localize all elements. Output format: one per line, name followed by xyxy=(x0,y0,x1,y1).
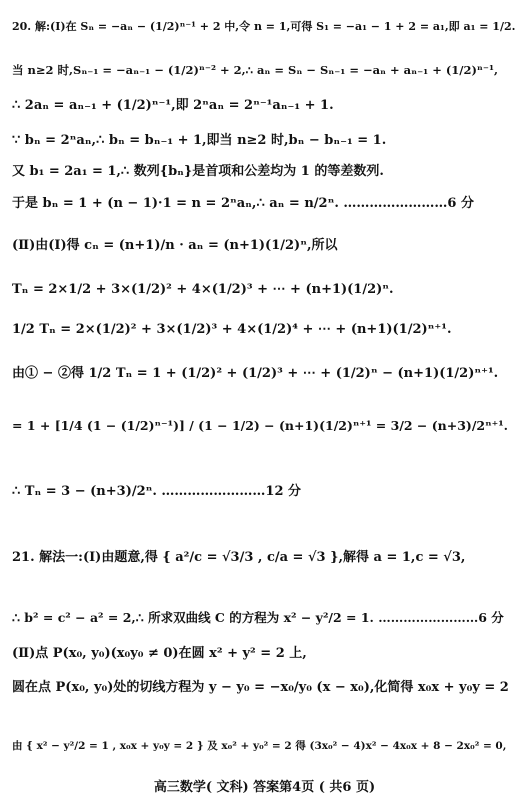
line-12: ∴ Tₙ = 3 − (n+3)/2ⁿ. ……………………12 分 xyxy=(12,484,302,499)
line-6: 于是 bₙ = 1 + (n − 1)·1 = n = 2ⁿaₙ,∴ aₙ = n/2ⁿ. ……………………6 分 xyxy=(12,196,474,211)
line-9: 1/2 Tₙ = 2×(1/2)² + 3×(1/2)³ + 4×(1/2)⁴ + ⋯ + (n+1)(1/2)ⁿ⁺¹. xyxy=(12,322,452,337)
line-2: 当 n≥2 时,Sₙ₋₁ = −aₙ₋₁ − (1/2)ⁿ⁻² + 2,∴ aₙ = Sₙ − Sₙ₋₁ = −aₙ + aₙ₋₁ + (1/2)ⁿ⁻¹, xyxy=(12,63,499,77)
line-15: (Ⅱ)点 P(x₀, y₀)(x₀y₀ ≠ 0)在圆 x² + y² = 2 上, xyxy=(12,646,307,661)
line-16: 圆在点 P(x₀, y₀)处的切线方程为 y − y₀ = −x₀/y₀ (x − x₀),化简得 x₀x + y₀y = 2 xyxy=(12,680,509,695)
line-5: 又 b₁ = 2a₁ = 1,∴ 数列{bₙ}是首项和公差均为 1 的等差数列. xyxy=(12,164,384,179)
line-7: (Ⅱ)由(Ⅰ)得 cₙ = (n+1)/n · aₙ = (n+1)(1/2)ⁿ,所以 xyxy=(12,238,338,253)
line-3: ∴ 2aₙ = aₙ₋₁ + (1/2)ⁿ⁻¹,即 2ⁿaₙ = 2ⁿ⁻¹aₙ₋₁ + 1. xyxy=(12,98,334,113)
line-8: Tₙ = 2×1/2 + 3×(1/2)² + 4×(1/2)³ + ⋯ + (n+1)(1/2)ⁿ. xyxy=(12,282,394,297)
line-11: = 1 + [1/4 (1 − (1/2)ⁿ⁻¹)] / (1 − 1/2) − (n+1)(1/2)ⁿ⁺¹ = 3/2 − (n+3)/2ⁿ⁺¹. xyxy=(12,418,509,433)
line-1: 20. 解:(Ⅰ)在 Sₙ = −aₙ − (1/2)ⁿ⁻¹ + 2 中,令 n = 1,可得 S₁ = −a₁ − 1 + 2 = a₁,即 a₁ = 1/2. xyxy=(12,20,516,33)
line-14: ∴ b² = c² − a² = 2,∴ 所求双曲线 C 的方程为 x² − y²/2 = 1. ……………………6 分 xyxy=(12,610,504,625)
line-13: 21. 解法一:(Ⅰ)由题意,得 { a²/c = √3/3 , c/a = √3 },解得 a = 1,c = √3, xyxy=(12,550,466,565)
line-4: ∵ bₙ = 2ⁿaₙ,∴ bₙ = bₙ₋₁ + 1,即当 n≥2 时,bₙ − bₙ₋₁ = 1. xyxy=(12,133,387,148)
line-17: 由 { x² − y²/2 = 1 , x₀x + y₀y = 2 } 及 x₀² + y₀² = 2 得 (3x₀² − 4)x² − 4x₀x + 8 − 2x₀² = 0, xyxy=(12,740,507,752)
line-10: 由① − ②得 1/2 Tₙ = 1 + (1/2)² + (1/2)³ + ⋯ + (1/2)ⁿ − (n+1)(1/2)ⁿ⁺¹. xyxy=(12,366,499,381)
page-footer: 高三数学( 文科) 答案第4页 ( 共6 页) xyxy=(153,780,376,795)
